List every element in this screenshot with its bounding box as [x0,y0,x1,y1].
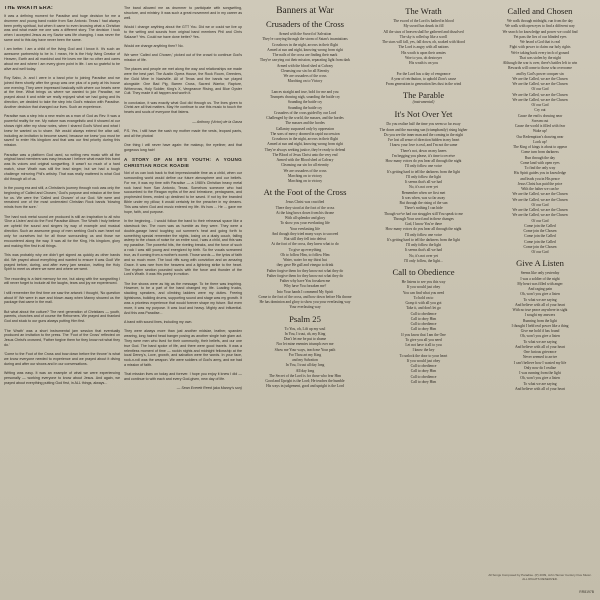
lyric-line: Though we've had our struggles still You speak to me [384,211,463,216]
lyric-line: We are the Called, we are the Chosen [512,82,568,86]
song-lyrics-called-and-chosen [483,19,597,255]
article-paragraph: Paradise was a platform God used, so writing new music with all the original band members was easy because I believe what made this band was its voices and original songwriting. It wasn't so much of a hard match, since Wrath was still the lead singer, but we had a tough challenge mirroring Phil's artistry. That was really mattered is what God did through all of us. [4,152,120,181]
lyric-line: One furious grievance [523,350,557,354]
lyric-line: The sword of the Lord is bathed in blood [393,19,454,23]
lyric-line: Only now do I realize [523,365,557,370]
song-title-give-a-listen: Give A Listen [516,258,564,269]
lyric-line: For Thou art my King [288,352,322,357]
lyrics-column-4 [367,6,480,580]
lyric-line: Cry out [534,108,546,113]
lyric-line: There's nothing I can hide [404,206,443,211]
lyric-line: A year of retribution, to uphold Zion's cause [390,76,457,81]
lyric-line: Come join the Chosen [523,244,557,249]
lyric-line: And believe with all of your heart [515,386,565,391]
lyric-line: Trumpets drawing nigh, sounding the battle cry [269,95,341,99]
article-paragraph: In the beginning... I would follow the band to their rehearsal space like a starstruck fan. The room was as humble as they were. They were a double-garage band toughing out summer's heat and going forth to something special remember the nights, losing on a dusty couch, falling asleep to the chaos of noise for an entire soul, I was a child, and this was my paradise. The powerful hits, the riveting breaks, and the force of such a rock I was still young and energized by birth. So the vocals screamed true, as if coming from a mother's womb. Those words — the lyrics of faith and so much more. The loud riffs sung with conviction and an amazing Grace. It was rare from the heavens and a lightning strike to the heart. The rhythm section pounded souls with the force and thunder of the Lord's Wrath. It was His poetry in motion. [124,219,242,277]
lyric-line: But still they fell into defeat [284,237,326,241]
article-paragraph: A band with sound lines, including my own. [124,319,193,324]
lyric-line: I sought my answers [524,313,556,318]
lyric-line: His wrath is upon their armies [401,50,446,55]
lyric-line: Call to obedience [410,374,437,379]
lyric-line: I'll only follow one voice [404,164,443,169]
song-lyrics-crusaders [246,32,364,184]
lyric-line: Of our God [531,218,549,223]
lyric-line: We heard a God that is real [519,40,561,44]
lyric-line: I'll only follow the light [405,243,442,247]
lyric-line: Although the war is over, there's battles left to win [502,61,578,65]
lyric-line: Running from the light [523,318,557,323]
lyric-line: The dawn and the morning sun (triumphantly) rising higher [379,127,468,132]
lyric-line: To unlock the door to your heart [399,353,448,358]
article-paragraph: P.S. Yes, I still have the sash my mother made the vests, leopard pants, and all the photos! [124,128,242,138]
lyric-line: In You, I trust, oh, my King [284,331,326,336]
lyric-line: We are the Called, we are the Chosen [512,192,568,197]
lyric-line: Call to obedience [410,311,437,316]
lyric-line: Crossbows in the night, arrows in their flight [271,137,339,141]
lyric-line: Through Your word and in these changes [393,216,454,221]
lyric-line: I was a soldier of the night [520,276,560,281]
article-paragraph: The band allowed me as drummer to participate with songwriting, structure, and ministry. It was such a great movement and in my career as well. [124,6,242,20]
song-lyrics-call-to-obedience [367,280,480,385]
article-paragraph: I still remember the first time we saw the artwork I thought, 'No question about it!' We were in awe and blown away when Manny showed us the package that came in the mail. [4,290,120,305]
lyric-line: I've lost all sense of direction hidden in my heart [387,138,460,142]
lyric-line: Oh, won't you give a listen [520,292,560,297]
lyric-line: Armed at sun and night, knowing wrong from right [267,142,343,147]
lyric-line: No, it's not over yet [408,253,439,258]
lyric-line: The nails of the cross are finding their mark [272,53,338,57]
lyric-line: His Spirit guides you in knowledge [513,171,567,176]
lyrics-column-3 [246,6,364,580]
lyric-line: They're carrying out their mission, separating light from dark [259,58,351,63]
lyric-line: All day long [295,368,315,373]
article-paragraph: Not of us can look back to that impressionable time as a child, when our surrounding world would define our future atmosphere and our beliefs. For me, it was my time with Paradise — a 1980's Christian heavy metal rock band from San Antonio, Texas. Somehow someone who had succumbed to the Reagan myths of fire and brimstone, pentagrams, and prophesied times, ended up destined to be saved. If not by the branded Bible under my pillow, it would certainly be the preacher in my dreams. This was when God and music entered my life. It's how ... He ... gave me hope, faith, and purpose. [124,171,242,214]
article-paragraph: Paradise was a step into a new realm as a man of God as Rev. It was a powerful reality for me. My nature was evangelistic and it showed at our shows right after my show notes, when I shared God's Word and what I knew he wanted us to share. We would always extend the altar call, including an invitation to become saved, because we knew 'you must be saved' to enter His kingdom and that was our first priority during this mission. [4,114,120,148]
article-paragraph: In the young era and still, a Christian's journey through rock was only the beginning of 'Called and Chosen,' God's purpose and mission at the time for us. We were the 'Called and Chosen' of our God. We were and remained one of the most underrated Christian Rock bands 'blowing minds from the sore.' [4,185,120,210]
lyric-line: Father forgive them for they know not what they do [266,268,344,273]
lyric-line: Why have You forsaken me? [283,284,327,289]
lyric-line: Fight with power to claim our holy rights [509,45,571,50]
article-paragraph: In conclusion, it was exactly what God did through us. The lives given to Christ are all that matters. May He continue to use this music to touch the hearts and souls of everyone that listens. [124,100,242,115]
song-subtitle-instrumental: (instrumental) [412,100,435,105]
lyric-line: The Secret of the Lord is for those who fear Him [268,373,342,378]
lyric-line: To what we are saying [523,381,557,386]
article-paragraph: They were always more than just another midsize, leather, spandex wearing, long haired head banger posing as another single hair glam act. They were men who lived for their community, their beliefs, and our one true God. The band spoke of life, and there were good travels. It was a relentless moment of time — rockin nights and midnight fellowship at the local Denny's, Love, growth, and salvation were the words. In your face, rock-n-roll was the weapon. We were soldiers of God's army, and we had a mission of faith. [124,329,242,368]
article-paragraph: The places and people we met along the way and relationships we made were the best part. The Austin Opera House, the Rock Room, Greeders, the Gold Mine in Nashville. All of Texas and the bands we played alongside: One Bad Pig, Barren Cross, Sacred Warrior, Rapture, Writercross, Holy Soldier, King's X, Vengeance Rising, and Blue Oyster Cult. They made it all happen and worth it. [124,67,242,96]
lyric-line: It seems that's all we had [405,180,442,184]
lyric-line: All the stars of heaven shall be gathered and dissolved [383,29,464,34]
lyric-line: And believe with all of your heart [515,302,565,307]
lyric-line: Come turn from darkness [521,150,559,155]
article-paragraph: — Anthony (Victor) de la Garza [192,119,242,124]
lyric-line: Never seemed to arrive [522,355,558,360]
lyric-line: To what we are saying [523,297,557,302]
lyric-line: We are the Called, we are the Chosen [512,76,568,81]
lyric-line: Cleansing our sin for all eternity [281,163,329,168]
lyric-line: Rewards will come to those who overcome [508,66,572,71]
lyric-line: Father why have You forsaken me [279,279,331,283]
song-title-the-wrath: The Wrath [405,6,442,16]
lyric-line: How many voices do you hear all through the night [385,159,462,163]
song-title-crusaders: Crusaders of the Cross [265,19,345,29]
lyric-line: And though they tried many ways to succeed [271,231,339,236]
article-paragraph: It was a defining moment for Paradise and huge decision for me a drummer and young band rookie from San Antonio. Texas I had always been pretty spiritual, but when it came to even knowing what a Christian was and what made me one was a different story. The decision I took when I accepted Jesus as my Savior was life changing. I was never the same and to this day have never been the same. [4,13,120,43]
lyric-line: Call to obey Him [410,316,437,321]
lyric-line: Come to the foot of the cross, and bow down before His throne [258,294,352,299]
lyric-line: Oh to follow Him, to follow Him [280,252,330,257]
article-paragraph: We were 'Called and Chosen,' picked out of the crowd to continue God's mission of life. [124,53,242,62]
lyric-line: We walk through midnight, run from the day [506,19,574,23]
song-lyrics-give-a-listen [483,271,597,392]
song-title-not-over-yet: It's Not Over Yet [394,109,453,120]
lyric-line: Scream out [531,118,549,123]
catalog-number: RR8197B [579,590,594,594]
article-paragraph: Would I change anything about the GTT You. Did we or could we live up to the writing and sounds from original band members Phil and Chris Salazar? Yes. Could we have done better? Yes. [124,24,242,39]
lyric-line: Take it, and don't let go [406,306,441,311]
lyric-line: Call to obey Him [410,379,437,384]
lyric-line: Come join the Called [524,223,556,228]
song-lyrics-not-over-yet [367,122,480,264]
lyric-line: Remember when we first met [401,190,446,195]
lyric-line: Come join the Chosen [523,229,557,233]
lyric-line: The King of kings is about to appear [513,145,567,149]
lyric-line: Sounding the battle cry [287,100,323,105]
lyric-line: At the king bows down from his throne [275,210,335,215]
song-lyrics-psalm-25 [246,327,364,390]
lyric-line: Father forgive them for they know not what they do [266,273,344,278]
lyric-line: I'll only follow one voice [404,232,443,237]
lyric-line: Of our God [531,103,549,107]
lyric-line: The masses and the hordes [285,121,325,126]
article-paragraph: The recording is a faint memory for me, but along with the songwriting I will never forget to include all the laughs, tears and joy we experienced. [4,276,120,286]
lyric-line: We are the Called, we are the Chosen [512,197,568,202]
article-column-1 [4,6,120,580]
lyric-line: No, it's not over yet [408,185,439,190]
lyric-line: It's getting hard to tell the darkness from the light [387,169,460,174]
lyric-line: And believe with all of your heart [515,344,565,349]
lyric-line: Come join the Called [524,239,556,244]
lyric-line: I know the key [412,348,435,353]
song-lyrics-the-wrath [367,19,480,87]
lyric-line: We are the Called, we are the Chosen [512,213,568,218]
lyric-line: Your everlasting way [289,305,321,310]
lyric-line: It seems that's all we had [405,248,442,253]
lyric-line: I'm begging you please, it's time to receive [392,153,455,158]
lyric-line: He listens to see you this way [401,280,446,284]
lyric-line: The sons of mercy doomed in rapid succession [270,131,340,136]
lyric-line: We are the Called, we are the Chosen [512,92,568,97]
lyric-line: Call to obedience [410,322,437,326]
article-paragraph: Would we change anything then? No. [124,43,184,48]
lyric-line: How many voices do you hear all through the night [385,227,462,232]
article-paragraph: Writing was easy. It was an example of what we were experiencing personally — working everyone to know about Jesus. And again, we prayed about everything putting God first, in ALL things, always... [4,371,120,385]
lyric-line: We are the Called, we are the Chosen [512,97,568,102]
lyric-line: Jesus Christ was crucified [285,200,325,205]
lyric-line: We search for knowledge and power we could find [502,29,578,34]
lyric-line: and my Salvation [292,358,318,362]
lyric-line: If you would just obey [406,285,441,290]
lyric-line: Come land with open eyes [520,160,560,165]
article-paragraph: But what about the culture? The next generation of Christians — youth, parents, churches and of course the Reborners. We prayed and thanked God and stuck to our guns always putting Him first. [4,309,120,324]
lyric-line: My heart was filled with anger [517,281,563,286]
lyric-line: If you know that I am the One [401,332,446,337]
lyric-line: Come join the Called [524,234,556,239]
lyric-line: and leads you in His peace [520,176,560,181]
lyric-line: they gave He gall and vinegar to drink [276,263,334,268]
lyric-line: Show me Your ways, teach me Your path [274,347,336,352]
lyric-line: My sword has drunk its fill [403,24,444,29]
lyric-line: His wrath is on you [409,61,438,65]
lyric-line: Look up! [533,139,547,144]
lyric-line: To what we are saying [523,339,557,344]
article-paragraph: I am better. I am a child of the living God and I know it. It's such an awesome partnership to be in. I mean, He is the Holy living Creator of Heaven, Earth and all mankind and He loves me like no other and cares about me and where I am every given point in life. I am so grateful to be alive and well today. [4,47,120,71]
lyric-line: I was running from the light [519,371,561,375]
lyric-line: He has dominion and glory to show you your everlasting way [259,300,351,304]
lyric-line: I thought I held real power like a thing [511,323,569,328]
lyric-line: Crusaders of the cross guided by our Lord [273,110,337,115]
lyric-line: Call to obey Him [410,369,437,374]
lyric-line: There's not, down on my knees [400,148,447,153]
lyric-line: Woe to you, oh destroyer [404,55,443,60]
lyric-line: God, I know You're there [404,222,443,226]
article-paragraph: — Sean Everett Reed (aka Manny's son) [176,386,242,391]
lyric-line: I'll only follow the light [405,174,442,179]
lyric-line: To hold on to [413,295,434,300]
lyric-line: We are the Called, we are the Chosen [512,208,568,212]
lyric-line: Of our God [531,250,549,254]
lyric-line: The Lord is angry with all nations [398,45,449,50]
lyric-line: Oh, won't you give a listen [520,334,560,339]
article-paragraph: That mission lives on today and forever. I hope you enjoy it knew I did — and continue to with each and every God-given, new day of life. [124,372,242,382]
lyric-line: I can't believe how I wasted my life [513,360,567,365]
article-title-wrath-era: THE WRATH ERA: [4,6,54,11]
song-title-foot-of-cross: At the Foot of the Cross [263,187,347,198]
lyric-line: Don't let me be put to shame [283,337,327,341]
lyric-line: Yet pass the lies of our blinded eyes [513,34,567,39]
lyric-line: With all splendor and glory [284,216,326,220]
lyric-line: The stars will fall, yes, fall down, oh, soaked with blood [382,40,465,44]
lyric-line: Gallantry surpassed only by oppression [275,126,335,131]
lyric-line: With no true peace anywhere in sight [512,308,568,312]
lyric-line: I'll only follow, the light... [404,258,443,263]
lyric-line: We are crusaders of the cross [283,168,327,173]
copyright-note: All Songs Composed by Paradise. (P) 2009, John Tanner Century Five Music. ALL RIGHTS RESERVED. [488,573,592,581]
lyric-line: If you would just obey [406,358,441,363]
lyric-line: Seems like only yesterday [520,271,560,276]
lyric-line: Marching on to victory [287,173,323,178]
lyric-line: His ways in judgement, good and upright is the Lord [266,384,344,389]
article-title-roadie: A STORY OF AN 80'S YOUTH: A YOUNG CHRISTIAN ROCK ROADIE [124,156,242,168]
lyric-line: Wake up! [532,129,548,134]
lyric-line: To give you all you need [405,337,442,342]
article-column-2 [124,6,242,580]
article-body-wrath-era [4,14,120,386]
lyric-line: Lances straight and true, bold for me and you [271,89,339,94]
song-title-banners-at-war: Banners at War [276,6,334,16]
lyric-line: Of our God [531,87,549,92]
article-body-continued [124,6,242,153]
lyric-line: It was when, was so far away [401,195,446,200]
lyrics-column-5 [483,6,597,580]
lyric-line: To You, oh, Lift up my soul [284,326,326,331]
lyric-line: That was stolen by the night [519,55,561,60]
lyric-line: I know your love is real, and I'm not the same [389,143,458,148]
lyric-line: To show you your everlasting life [280,221,330,226]
lyric-line: Challenged by the world, the masses, and the hordes [266,116,344,120]
lyric-line: Armed at sun and night, knowing wrong from right [267,47,343,52]
lyric-line: Of our God [531,202,549,207]
lyric-line: At the foot of the cross, they knew what to do [271,242,339,247]
lyric-line: Good and Upright is the Lord; He teaches the humble [265,379,345,383]
lyric-line: Cause the end is drawing near [517,113,563,118]
lyric-line: In You, I trust all day long [285,363,325,368]
lyric-line: Cleansing our sin for all Eternity [280,68,330,73]
lyric-line: We're taking back every inch of ground [510,50,570,55]
lyric-line: Call to obedience [410,364,437,368]
article-paragraph: The hard rock metal sound we produced is still an inspiration to all who 'Give a Listen' and do the Ford Paradise Album. The Wrath I truly believe we upheld the sound and singers by way of example and musical direction. Such an awesome group of men seeking God's own heart not only for ourselves but for all those surrounding us and those we encountered along the way. It was all for the King, His kingdom, glory and making Him first in all things. [4,214,120,248]
lyric-line: Oh, won't you give a listen [520,376,560,381]
song-title-call-to-obedience: Call to Obedience [392,267,455,277]
lyric-line: Let not have it all to you [405,343,442,347]
lyric-line: Marching on to victory [287,179,323,183]
lyric-line: and by God's power conquer sin [516,71,564,76]
article-paragraph: Roy Sabo, Jr. and I were in a band prior to joining Paradise and we joined them shortly after the group was one plus of a party at his house one evening. They were impressed basically with where our hearts were at the time. What brings us where we wanted to join Paradise, we prayed about it and while we really enjoyed what we had going and its direction, we decided to take the step into God's mission with Paradise. Another decision that changed our lives. Such an experience. [4,75,120,109]
lyric-line: To find the only way [524,166,556,170]
lyric-line: Water, water for my thirst hut [283,258,327,262]
article-body-roadie [124,171,242,391]
article-paragraph: The live shows were as big as the message. To be there was inspiring. However, to be a part of the band changed my life. Loading trucks, stacking speakers, and climbing ladders were my duties. Freeing lightshows, building drums, supporting sound and stage was my growth. It was a priceless experience that would forever shape my future. But even more, it was my purpose. It was loud and heavy. Mighty and influential. And this was Paradise... [124,281,242,315]
song-title-called-and-chosen: Called and Chosen [507,6,573,16]
song-lyrics-foot-of-cross [246,200,364,310]
lyric-line: There they stood at the foot of the cross [275,205,335,210]
song-title-psalm-25: Psalm 25 [289,313,321,324]
lyric-line: Do you realize half the time you seem so far away [386,122,461,127]
lyric-line: It's getting hard to tell the darkness from the light [387,237,460,242]
article-paragraph: This was probably why we didn't get signed as quickly as other bands did. We prayed about everything and wanted to ensure it was God! We prayed before, during, and after every jam session, inviting the Holy Spirit to meet us where we were and where we went. [4,252,120,272]
lyric-line: You can find what you need [402,290,445,295]
lyric-line: Crossbows in the night, arrows in their flight [271,42,339,47]
lyric-line: To give up everything [288,247,322,252]
lyric-line: We walk with open eyes to find a different way [505,24,575,29]
lyric-line: Our Redemption's drawing near [516,134,564,139]
lyric-line: Armed with the Sword of Salvation [278,32,332,36]
lyric-line: Grasp it with all you got [405,301,442,305]
lyric-line: Marching on to Victory [287,79,323,84]
article-paragraph: One thing I will never have again: the makeup, the eyeliner, and that gorgeous long hair! [124,142,242,152]
lyric-line: Sounding the battle cry [287,105,323,110]
article-paragraph: 'The Wrath' was a short instrumental jam session that eventually produced an invitation to the press. The 'Foot of the Cross' reflected on Jesus Christ's crowned, 'Father forgive them for they know not what they do.' [4,328,120,348]
article-paragraph: 'Come to the Foot of the Cross and bow down before the throne' is what we know everyone needed to experience and we prayed about it diving during and after our shows and in our conversations. [4,352,120,366]
lyric-line: We are crusaders of the cross [283,74,327,78]
lyric-line: Run through the day [524,155,556,160]
lyric-line: The sky is rolled up like a scroll [399,34,448,39]
lyric-line: They're always seeking justice, they're ready to defend [264,147,346,152]
lyric-line: The Blood of Jesus Christ unto the very end [272,152,338,157]
lyric-line: Jesus Christ has paid the price [517,181,563,186]
lyric-line: And raging pain [528,287,552,291]
lyric-line: Give me hold if has found [520,329,560,333]
lyric-line: For the Lord has a day of vengeance [396,71,451,76]
lyric-line: Armed with the blood shed at Calvary [276,63,334,68]
lyric-line: Do you see the inner man and the coming in the night [383,132,464,137]
lyric-line: With the father we can be [521,187,559,191]
lyric-line: Cause the world is filled with fear [514,124,566,128]
lyric-line: From generation to generation lies dust in the wind [385,82,462,86]
lyric-line: Call to obey Him [410,327,437,332]
lyric-line: Into Your hands I commend My Spirit [276,289,334,294]
lyric-line: Nor let mine enemies triumph over me [276,342,334,347]
lyric-line: Your everlasting life [289,226,321,231]
song-title-the-parable: The Parable [402,90,445,101]
lyric-line: But through the rising of the sun [399,201,448,205]
lyric-line: Armed with the Blood shed at Calvary [276,158,334,162]
lyric-line: They're carrying through the storm of Satan's incantations [262,37,348,42]
